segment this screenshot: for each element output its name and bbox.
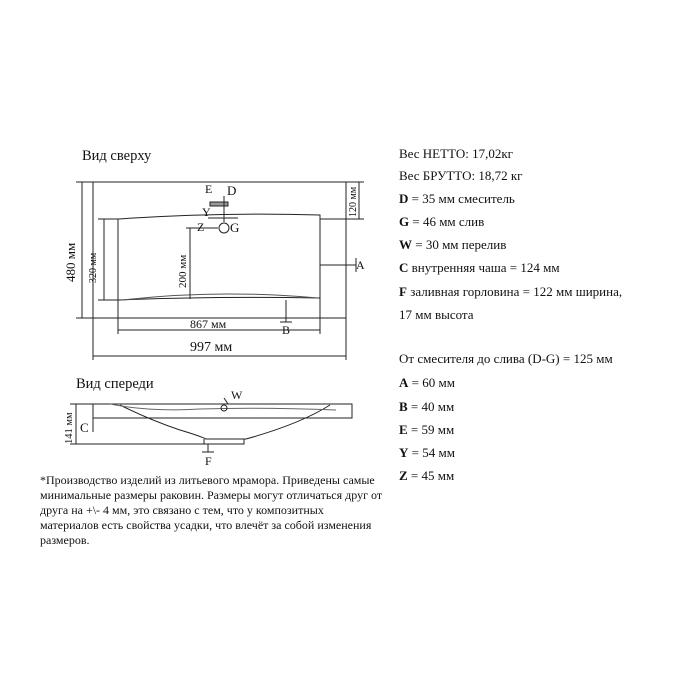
dim-997-label: 997 мм <box>190 340 233 355</box>
spec-B: B = 40 мм <box>399 399 455 414</box>
marker-D: D <box>227 183 237 198</box>
overflow-slot <box>210 202 228 206</box>
drain-circle <box>219 223 229 233</box>
spec-C: C внутренняя чаша = 124 мм <box>399 260 560 275</box>
spec-W: W = 30 мм перелив <box>399 237 507 252</box>
spec-F-cont: 17 мм высота <box>399 307 474 322</box>
top-view-title: Вид сверху <box>82 148 152 164</box>
marker-A: A <box>356 258 365 272</box>
dim-120-label: 120 мм <box>348 186 359 217</box>
marker-Y: Y <box>202 205 211 219</box>
gross-weight: Вес БРУТТО: 18,72 кг <box>399 168 523 183</box>
marker-C: C <box>80 420 89 435</box>
marker-F: F <box>205 454 212 468</box>
spec-Z: Z = 45 мм <box>399 468 455 483</box>
marker-E: E <box>205 182 213 196</box>
spec-E: E = 59 мм <box>399 422 455 437</box>
spec-dg: От смесителя до слива (D-G) = 125 мм <box>399 351 613 366</box>
marker-B: B <box>282 323 291 337</box>
dim-200-label: 200 мм <box>177 254 189 288</box>
dim-141-label: 141 мм <box>64 412 75 444</box>
spec-F: F заливная горловина = 122 мм ширина, <box>399 284 623 299</box>
top-view <box>76 182 364 360</box>
front-view-title: Вид спереди <box>76 376 154 392</box>
dim-867-label: 867 мм <box>190 317 227 331</box>
marker-W: W <box>231 388 243 402</box>
front-view <box>70 398 352 452</box>
spec-Y: Y = 54 мм <box>399 445 455 460</box>
net-weight: Вес НЕТТО: 17,02кг <box>399 146 513 161</box>
marker-G: G <box>230 220 240 235</box>
marker-Z: Z <box>197 220 205 234</box>
production-note: *Производство изделий из литьевого мрамора. Приведены самые минимальные размеры раковин. Размеры могут отличаться друг от друга на +\- 4 мм, это связано с тем, что у композитных материалов есть свойства усадки, что влечёт за собой изменения размеров. <box>40 473 383 547</box>
front-view-drain-neck <box>204 439 244 444</box>
spec-A: A = 60 мм <box>399 375 455 390</box>
front-view-basin-curve <box>120 405 330 439</box>
spec-D: D = 35 мм смеситель <box>399 191 515 206</box>
dim-320-label: 320 мм <box>88 252 99 283</box>
spec-G: G = 46 мм слив <box>399 214 485 229</box>
dim-480-label: 480 мм <box>63 242 78 282</box>
